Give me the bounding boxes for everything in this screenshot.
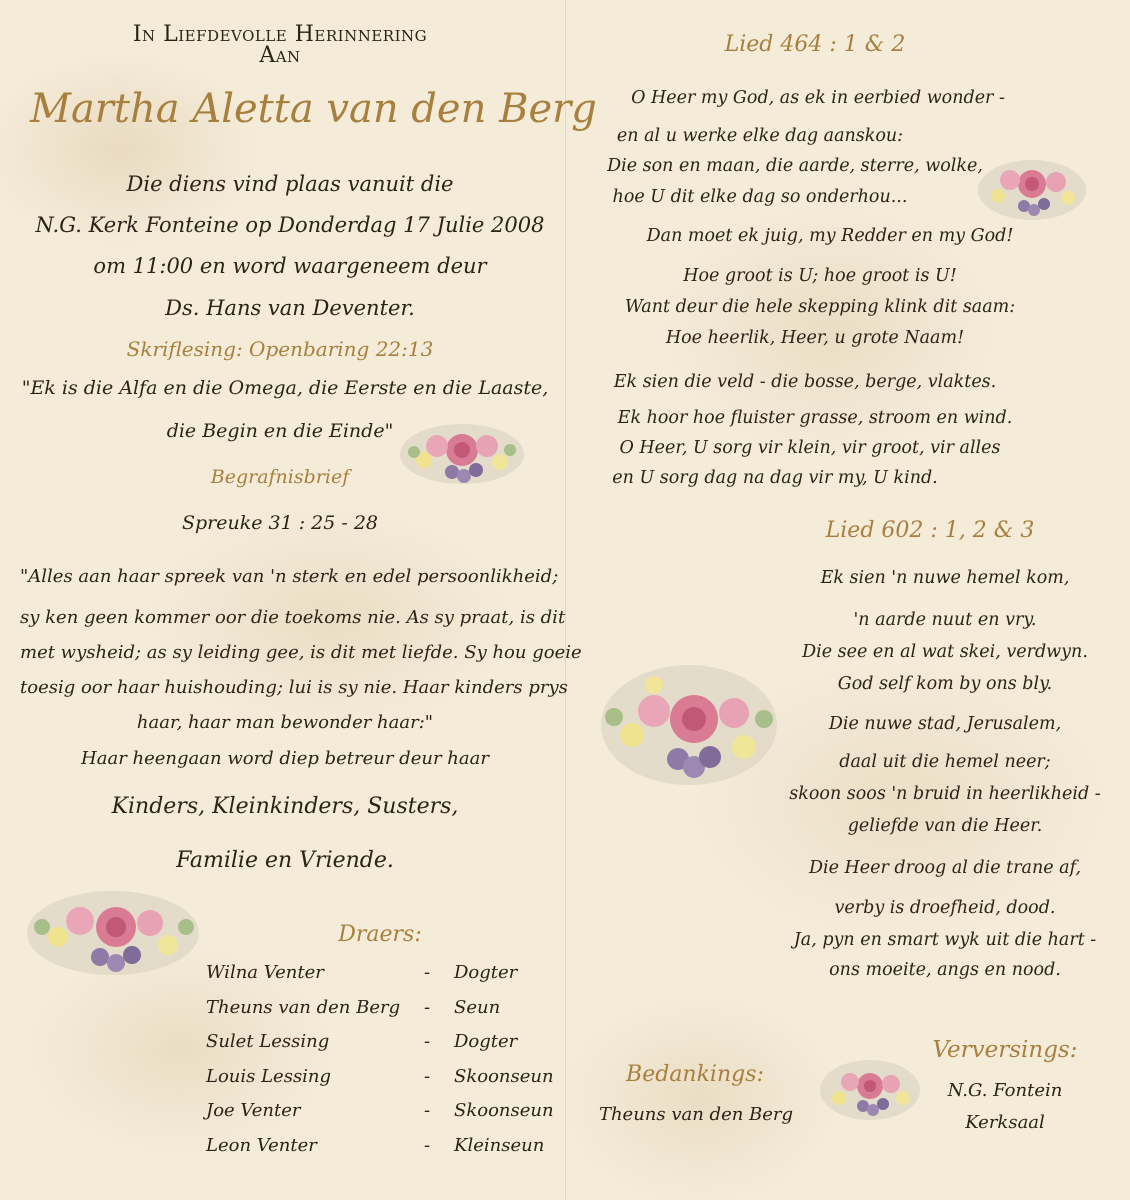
hymn2-title: Lied 602 : 1, 2 & 3	[825, 518, 1035, 543]
hymn1-line: Dan moet ek juig, my Redder en my God!	[646, 226, 1014, 246]
hymn2-line: God self kom by ons bly.	[837, 674, 1053, 694]
family-line-1: Kinders, Kleinkinders, Susters,	[111, 794, 459, 819]
bearer-name: Joe Venter	[206, 1100, 301, 1121]
hymn2-line: Ek sien 'n nuwe hemel kom,	[820, 568, 1070, 588]
hymn1-line: Want deur die hele skepping klink dit saam:	[624, 297, 1016, 317]
letter-line-3: met wysheid; as sy leiding gee, is dit met liefde. Sy hou goeie	[20, 642, 582, 663]
hymn1-line: O Heer my God, as ek in eerbied wonder -	[631, 88, 1005, 108]
hymn2-line: Die nuwe stad, Jerusalem,	[828, 714, 1062, 734]
bearer-relation: Kleinseun	[454, 1134, 545, 1156]
hymn1-line: Ek hoor hoe fluister grasse, stroom en wind.	[617, 408, 1013, 428]
flower-bouquet-icon	[594, 655, 784, 795]
bearer-dash: -	[424, 1134, 431, 1156]
family-line-2: Familie en Vriende.	[176, 848, 394, 873]
service-line-4: Ds. Hans van Deventer.	[165, 296, 415, 320]
bearers-title: Draers:	[338, 922, 422, 947]
service-line-1: Die diens vind plaas vanuit die	[126, 172, 454, 196]
reading-label: Skriflesing: Openbaring 22:13	[126, 337, 434, 361]
hymn1-line: en al u werke elke dag aanskou:	[616, 126, 904, 146]
hymn1-title: Lied 464 : 1 & 2	[724, 32, 906, 57]
hymn2-line: Ja, pyn en smart wyk uit die hart -	[793, 930, 1097, 950]
refreshments-line1: N.G. Fontein	[947, 1080, 1063, 1101]
hymn1-line: Ek sien die veld - die bosse, berge, vlaktes.	[613, 372, 997, 392]
bearer-relation: Seun	[454, 996, 501, 1018]
letter-line-1: "Alles aan haar spreek van 'n sterk en edel persoonlikheid;	[20, 566, 559, 587]
hymn1-line: en U sorg dag na dag vir my, U kind.	[612, 468, 938, 488]
bearer-name: Theuns van den Berg	[206, 996, 401, 1018]
bearer-dash: -	[424, 1100, 431, 1121]
flower-bouquet-icon	[972, 150, 1092, 230]
service-line-2: N.G. Kerk Fonteine op Donderdag 17 Julie 2008	[35, 213, 545, 237]
reading-quote-1: "Ek is die Alfa en die Omega, die Eerste en die Laaste,	[21, 377, 549, 399]
bearer-dash: -	[424, 1065, 431, 1087]
bearer-relation: Skoonseun	[454, 1065, 554, 1087]
bearer-dash: -	[424, 1031, 431, 1052]
letter-line-2: sy ken geen kommer oor die toekoms nie. As sy praat, is dit	[20, 607, 566, 628]
hymn1-line: Die son en maan, die aarde, sterre, wolke,	[607, 156, 983, 176]
hymn1-line: Hoe groot is U; hoe groot is U!	[683, 266, 957, 286]
hymn1-line: Hoe heerlik, Heer, u grote Naam!	[665, 328, 965, 348]
card-fold	[565, 0, 566, 1200]
hymn2-line: geliefde van die Heer.	[847, 816, 1043, 836]
bearer-name: Leon Venter	[206, 1134, 317, 1156]
thanks-name: Theuns van den Berg	[598, 1104, 794, 1125]
refreshments-title: Verversings:	[932, 1037, 1078, 1063]
bearer-relation: Dogter	[454, 1031, 518, 1052]
hymn2-line: daal uit die hemel neer;	[839, 752, 1051, 772]
bearer-relation: Skoonseun	[454, 1100, 554, 1121]
hymn2-line: Die see en al wat skei, verdwyn.	[802, 642, 1088, 662]
hymn2-line: Die Heer droog al die trane af,	[808, 858, 1082, 878]
hymn2-line: verby is droefheid, dood.	[834, 898, 1056, 918]
burial-letter-ref: Spreuke 31 : 25 - 28	[181, 512, 379, 534]
bearer-relation: Dogter	[454, 962, 518, 983]
burial-letter-label: Begrafnisbrief	[210, 466, 350, 488]
flower-bouquet-icon	[18, 875, 208, 985]
letter-line-5: haar, haar man bewonder haar:"	[136, 712, 434, 733]
bearer-dash: -	[424, 996, 431, 1018]
bearer-name: Sulet Lessing	[206, 1031, 330, 1052]
reading-quote-2: die Begin en die Einde"	[166, 420, 394, 442]
thanks-title: Bedankings:	[626, 1062, 764, 1087]
hymn2-line: skoon soos 'n bruid in heerlikheid -	[789, 784, 1101, 804]
bearer-dash: -	[424, 962, 431, 983]
bearer-name: Wilna Venter	[206, 962, 324, 983]
flower-bouquet-icon	[392, 412, 532, 492]
mourn-line: Haar heengaan word diep betreur deur haar	[81, 748, 489, 769]
hymn2-line: ons moeite, angs en nood.	[829, 960, 1061, 980]
hymn1-line: hoe U dit elke dag so onderhou...	[612, 187, 908, 207]
bearer-name: Louis Lessing	[206, 1065, 332, 1087]
header-line1: In Liefdevolle Herinnering	[132, 22, 428, 47]
hymn1-line: O Heer, U sorg vir klein, vir groot, vir alles	[619, 438, 1001, 458]
letter-line-4: toesig oor haar huishouding; lui is sy nie. Haar kinders prys	[20, 677, 568, 698]
service-line-3: om 11:00 en word waargeneem deur	[93, 254, 487, 278]
header-line2: Aan	[259, 43, 301, 68]
refreshments-line2: Kerksaal	[965, 1112, 1045, 1133]
flower-bouquet-icon	[815, 1050, 925, 1130]
hymn2-line: 'n aarde nuut en vry.	[853, 610, 1037, 630]
deceased-name: Martha Aletta van den Berg	[30, 86, 597, 132]
